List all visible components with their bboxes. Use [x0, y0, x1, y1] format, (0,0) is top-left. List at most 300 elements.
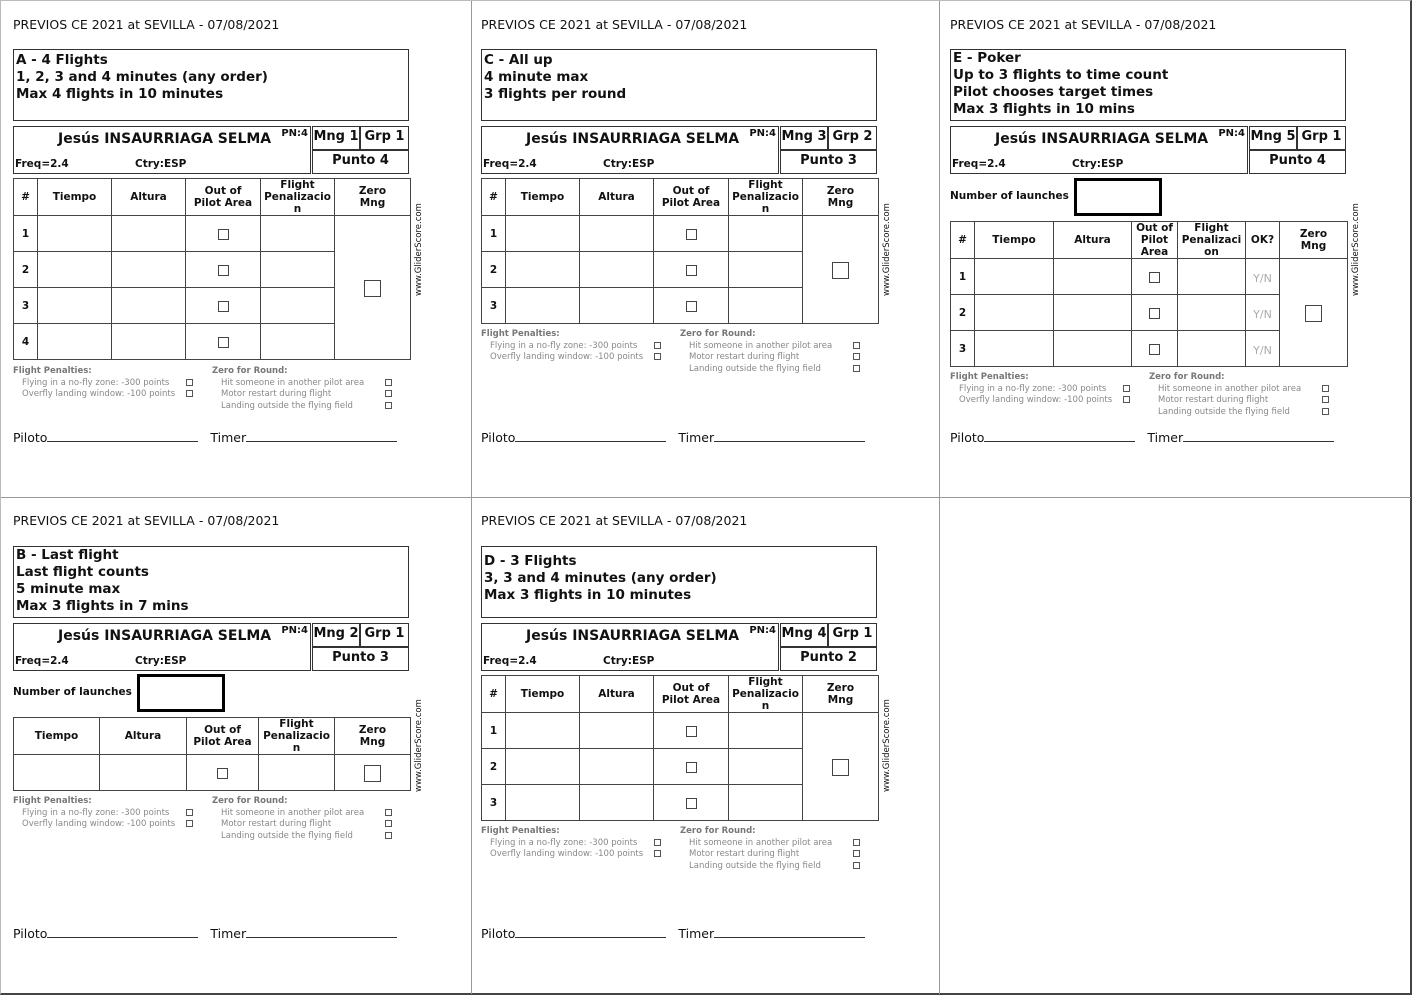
- col-zero-mng: [335, 179, 411, 216]
- zero-landing-checkbox[interactable]: [385, 832, 392, 839]
- number-of-launches-box[interactable]: [1074, 178, 1162, 216]
- pilot-number: PN:4: [1218, 128, 1245, 139]
- zero-hit: Hit someone in another pilot area: [221, 808, 365, 818]
- flight-penalties-title: Flight Penalties:: [950, 372, 1029, 382]
- piloto-label: Piloto: [481, 926, 516, 941]
- zero-landing: Landing outside the flying field: [1158, 407, 1290, 417]
- tiempo-cell[interactable]: [38, 288, 112, 324]
- frequency: Freq=2.4: [15, 158, 69, 170]
- penalty-no-fly: Flying in a no-fly zone: -300 points: [22, 378, 170, 388]
- out-of-area-checkbox[interactable]: [686, 798, 697, 809]
- zero-landing: Landing outside the flying field: [221, 831, 353, 841]
- penalty-no-fly-checkbox[interactable]: [654, 342, 661, 349]
- col-number: #: [14, 179, 38, 216]
- altura-cell[interactable]: [580, 713, 654, 749]
- out-of-area-checkbox[interactable]: [1149, 344, 1160, 355]
- frequency: Freq=2.4: [15, 655, 69, 667]
- tiempo-cell[interactable]: [506, 785, 580, 821]
- zero-for-round-title: Zero for Round:: [212, 366, 288, 376]
- task-line: Last flight counts: [16, 564, 149, 580]
- timer-label: Timer: [678, 430, 715, 445]
- out-of-area-checkbox[interactable]: [686, 229, 697, 240]
- col-flight-penalizacion: [261, 179, 335, 216]
- punto-label: Punto 4: [312, 150, 409, 174]
- piloto-signature-field[interactable]: [47, 925, 198, 938]
- event-header: PREVIOS CE 2021 at SEVILLA - 07/08/2021: [950, 17, 1217, 32]
- task-line: C - All up: [484, 52, 553, 68]
- piloto-label: Piloto: [13, 926, 48, 941]
- col-altura: Altura: [112, 179, 186, 216]
- header-text: Mng: [359, 736, 386, 748]
- zero-landing-checkbox[interactable]: [1322, 408, 1329, 415]
- flight-penalties-title: Flight Penalties:: [481, 329, 560, 339]
- punto-label: Punto 3: [312, 647, 409, 671]
- timer-signature-field[interactable]: [714, 429, 865, 442]
- zero-hit-checkbox[interactable]: [853, 839, 860, 846]
- penalty-no-fly: Flying in a no-fly zone: -300 points: [22, 808, 170, 818]
- tiempo-cell[interactable]: [506, 713, 580, 749]
- col-zero-mng: [803, 179, 879, 216]
- task-description: [950, 49, 1346, 121]
- penalty-no-fly-checkbox[interactable]: [186, 809, 193, 816]
- out-of-area-cell: [654, 713, 729, 749]
- pilot-box: [481, 623, 779, 671]
- penalty-no-fly-checkbox[interactable]: [654, 839, 661, 846]
- out-of-area-checkbox[interactable]: [218, 337, 229, 348]
- zero-mng-checkbox[interactable]: [364, 765, 381, 782]
- out-of-area-checkbox[interactable]: [217, 768, 228, 779]
- zero-mng-cell: [335, 755, 411, 791]
- penalty-overfly-checkbox[interactable]: [186, 390, 193, 397]
- frequency: Freq=2.4: [483, 655, 537, 667]
- penalties-section: [481, 826, 877, 874]
- header-text: Pilot Area: [193, 736, 252, 748]
- out-of-area-checkbox[interactable]: [686, 301, 697, 312]
- zero-mng-checkbox[interactable]: [832, 759, 849, 776]
- zero-motor-checkbox[interactable]: [385, 390, 392, 397]
- header-text: n: [761, 700, 770, 712]
- flight-table: [13, 717, 411, 791]
- zero-motor: Motor restart during flight: [1158, 395, 1269, 405]
- out-of-area-cell: [1132, 295, 1178, 331]
- signature-line: [481, 429, 865, 445]
- row-number: 3: [482, 785, 506, 821]
- penalty-no-fly: Flying in a no-fly zone: -300 points: [490, 341, 638, 351]
- altura-cell[interactable]: [112, 216, 186, 252]
- tiempo-cell[interactable]: [38, 216, 112, 252]
- punto-label: Punto 2: [780, 647, 877, 671]
- zero-hit: Hit someone in another pilot area: [689, 838, 833, 848]
- penalties-section: [481, 329, 877, 377]
- penalty-cell[interactable]: [261, 252, 335, 288]
- row-number: 4: [14, 324, 38, 360]
- task-line: 5 minute max: [16, 581, 121, 597]
- tiempo-cell[interactable]: [38, 324, 112, 360]
- penalty-cell[interactable]: [729, 216, 803, 252]
- signature-line: [13, 429, 397, 445]
- penalty-cell[interactable]: [261, 324, 335, 360]
- zero-landing: Landing outside the flying field: [689, 364, 821, 374]
- row-number: 2: [482, 749, 506, 785]
- altura-cell[interactable]: [580, 252, 654, 288]
- pilot-box: [481, 126, 779, 174]
- country: Ctry:ESP: [135, 158, 187, 170]
- penalty-cell[interactable]: [729, 713, 803, 749]
- manche-label: Mng 1: [312, 126, 360, 150]
- col-altura: Altura: [580, 179, 654, 216]
- task-line: B - Last flight: [16, 547, 119, 563]
- tiempo-cell[interactable]: [14, 755, 100, 791]
- country: Ctry:ESP: [135, 655, 187, 667]
- zero-landing: Landing outside the flying field: [689, 861, 821, 871]
- flight-table: [481, 178, 879, 324]
- col-out-of-pilot-area: [654, 676, 729, 713]
- altura-cell[interactable]: [1054, 259, 1132, 295]
- timer-label: Timer: [210, 926, 247, 941]
- flight-table: [950, 221, 1348, 367]
- col-out-of-pilot-area: [1132, 222, 1178, 259]
- zero-motor: Motor restart during flight: [689, 352, 800, 362]
- score-card-d: [481, 496, 892, 976]
- out-of-area-cell: [186, 324, 261, 360]
- out-of-area-cell: [654, 785, 729, 821]
- penalty-cell[interactable]: [261, 288, 335, 324]
- zero-hit-checkbox[interactable]: [1322, 385, 1329, 392]
- score-card-e: [950, 0, 1361, 480]
- altura-cell[interactable]: [100, 755, 187, 791]
- out-of-area-checkbox[interactable]: [1149, 272, 1160, 283]
- task-line: Up to 3 flights to time count: [953, 67, 1169, 83]
- timer-signature-field[interactable]: [246, 925, 397, 938]
- pilot-number: PN:4: [281, 128, 308, 139]
- task-line: D - 3 Flights: [484, 553, 577, 569]
- yes-no-label: Y/N: [1253, 344, 1272, 357]
- zero-motor-checkbox[interactable]: [385, 820, 392, 827]
- col-tiempo: Tiempo: [14, 718, 100, 755]
- task-line: 3, 3 and 4 minutes (any order): [484, 570, 717, 586]
- tiempo-cell[interactable]: [506, 252, 580, 288]
- signature-line: [13, 925, 397, 941]
- zero-mng-cell: [803, 713, 879, 821]
- altura-cell[interactable]: [112, 288, 186, 324]
- penalty-cell[interactable]: [729, 785, 803, 821]
- zero-hit-checkbox[interactable]: [385, 379, 392, 386]
- altura-cell[interactable]: [580, 288, 654, 324]
- header-text: Pilot: [1140, 234, 1169, 246]
- out-of-area-cell: [654, 288, 729, 324]
- score-card-a: [13, 0, 424, 480]
- zero-mng-checkbox[interactable]: [832, 262, 849, 279]
- out-of-area-checkbox[interactable]: [686, 265, 697, 276]
- penalty-overfly-checkbox[interactable]: [654, 353, 661, 360]
- zero-landing: Landing outside the flying field: [221, 401, 353, 411]
- pilot-name: Jesús INSAURRIAGA SELMA: [58, 131, 272, 147]
- header-text: Zero: [1299, 228, 1328, 240]
- col-tiempo: Tiempo: [975, 222, 1054, 259]
- row-number: 3: [14, 288, 38, 324]
- penalty-no-fly-checkbox[interactable]: [186, 379, 193, 386]
- pilot-name: Jesús INSAURRIAGA SELMA: [526, 628, 740, 644]
- watermark: www.GliderScore.com: [1351, 203, 1361, 296]
- country: Ctry:ESP: [1072, 158, 1124, 170]
- event-header: PREVIOS CE 2021 at SEVILLA - 07/08/2021: [481, 513, 748, 528]
- task-line: Max 3 flights in 10 minutes: [484, 587, 692, 603]
- penalty-overfly-checkbox[interactable]: [1123, 396, 1130, 403]
- zero-motor-checkbox[interactable]: [1322, 396, 1329, 403]
- task-description: [481, 546, 877, 618]
- zero-for-round-title: Zero for Round:: [212, 796, 288, 806]
- col-altura: Altura: [100, 718, 187, 755]
- manche-label: Mng 5: [1249, 126, 1297, 150]
- zero-mng-checkbox[interactable]: [364, 280, 381, 297]
- task-line: 4 minute max: [484, 69, 589, 85]
- tiempo-cell[interactable]: [975, 331, 1054, 367]
- zero-landing-checkbox[interactable]: [385, 402, 392, 409]
- piloto-label: Piloto: [481, 430, 516, 445]
- penalty-overfly: Overfly landing window: -100 points: [959, 395, 1113, 405]
- col-altura: Altura: [1054, 222, 1132, 259]
- altura-cell[interactable]: [1054, 331, 1132, 367]
- penalty-overfly: Overfly landing window: -100 points: [22, 389, 176, 399]
- zero-hit-checkbox[interactable]: [385, 809, 392, 816]
- header-text: Zero: [358, 724, 387, 736]
- header-text: n: [761, 203, 770, 215]
- altura-cell[interactable]: [580, 785, 654, 821]
- header-text: Out of: [1136, 222, 1173, 234]
- col-flight-penalizacion: [259, 718, 335, 755]
- header-text: n: [292, 742, 301, 754]
- header-text: Penalizacio: [263, 730, 330, 742]
- watermark: www.GliderScore.com: [882, 203, 892, 296]
- zero-mng-cell: [335, 216, 411, 360]
- watermark: www.GliderScore.com: [414, 699, 424, 792]
- zero-hit: Hit someone in another pilot area: [1158, 384, 1302, 394]
- zero-motor-checkbox[interactable]: [853, 353, 860, 360]
- task-line: E - Poker: [953, 50, 1021, 66]
- signature-line: [481, 925, 865, 941]
- altura-cell[interactable]: [1054, 295, 1132, 331]
- out-of-area-checkbox[interactable]: [218, 301, 229, 312]
- zero-landing-checkbox[interactable]: [853, 862, 860, 869]
- ok-cell[interactable]: [1246, 295, 1280, 331]
- zero-motor-checkbox[interactable]: [853, 850, 860, 857]
- country: Ctry:ESP: [603, 158, 655, 170]
- penalty-cell[interactable]: [259, 755, 335, 791]
- penalty-cell[interactable]: [1178, 295, 1246, 331]
- header-text: Pilot Area: [661, 197, 721, 209]
- penalty-overfly-checkbox[interactable]: [654, 850, 661, 857]
- watermark: www.GliderScore.com: [414, 203, 424, 296]
- zero-for-round-title: Zero for Round:: [1149, 372, 1225, 382]
- pilot-box: [13, 623, 311, 671]
- header-text: n: [293, 203, 302, 215]
- row-number: 1: [482, 713, 506, 749]
- header-text: Mng: [359, 197, 386, 209]
- altura-cell[interactable]: [580, 749, 654, 785]
- col-number: #: [951, 222, 975, 259]
- flight-penalties-title: Flight Penalties:: [13, 796, 92, 806]
- punto-label: Punto 3: [780, 150, 877, 174]
- task-line: Max 3 flights in 7 mins: [16, 598, 189, 614]
- header-text: Out of: [204, 185, 242, 197]
- header-text: Zero: [358, 185, 387, 197]
- header-text: Mng: [827, 197, 854, 209]
- zero-hit: Hit someone in another pilot area: [221, 378, 365, 388]
- zero-mng-cell: [1280, 259, 1348, 367]
- piloto-signature-field[interactable]: [515, 925, 666, 938]
- group-label: Grp 1: [360, 623, 409, 647]
- tiempo-cell[interactable]: [38, 252, 112, 288]
- penalty-no-fly: Flying in a no-fly zone: -300 points: [490, 838, 638, 848]
- col-zero-mng: [803, 676, 879, 713]
- group-label: Grp 2: [828, 126, 877, 150]
- piloto-signature-field[interactable]: [47, 429, 198, 442]
- header-text: Flight: [748, 179, 783, 191]
- timer-label: Timer: [678, 926, 715, 941]
- number-of-launches-label: Number of launches: [950, 190, 1069, 202]
- task-line: Max 3 flights in 10 mins: [953, 101, 1135, 117]
- pilot-number: PN:4: [281, 625, 308, 636]
- row-number: 3: [482, 288, 506, 324]
- col-out-of-pilot-area: [186, 179, 261, 216]
- header-text: Zero: [826, 185, 855, 197]
- penalty-cell[interactable]: [261, 216, 335, 252]
- penalty-overfly: Overfly landing window: -100 points: [22, 819, 176, 829]
- col-tiempo: Tiempo: [38, 179, 112, 216]
- header-text: Mng: [827, 694, 854, 706]
- row-number: 2: [482, 252, 506, 288]
- col-zero-mng: [1280, 222, 1348, 259]
- header-text: Flight: [279, 718, 314, 730]
- group-label: Grp 1: [1297, 126, 1346, 150]
- penalties-section: [950, 372, 1346, 420]
- zero-mng-checkbox[interactable]: [1305, 305, 1322, 322]
- penalty-cell[interactable]: [1178, 259, 1246, 295]
- punto-label: Punto 4: [1249, 150, 1346, 174]
- zero-mng-cell: [803, 216, 879, 324]
- header-text: Flight: [748, 676, 783, 688]
- penalty-no-fly: Flying in a no-fly zone: -300 points: [959, 384, 1107, 394]
- timer-signature-field[interactable]: [1183, 429, 1334, 442]
- frequency: Freq=2.4: [483, 158, 537, 170]
- number-of-launches-label: Number of launches: [13, 686, 132, 698]
- col-flight-penalizacion: [729, 676, 803, 713]
- row-number: 1: [951, 259, 975, 295]
- penalty-cell[interactable]: [729, 288, 803, 324]
- out-of-area-checkbox[interactable]: [218, 265, 229, 276]
- altura-cell[interactable]: [112, 252, 186, 288]
- out-of-area-cell: [187, 755, 259, 791]
- yes-no-label: Y/N: [1253, 308, 1272, 321]
- number-of-launches-box[interactable]: [137, 674, 225, 712]
- penalty-no-fly-checkbox[interactable]: [1123, 385, 1130, 392]
- timer-signature-field[interactable]: [714, 925, 865, 938]
- out-of-area-cell: [654, 252, 729, 288]
- tiempo-cell[interactable]: [506, 216, 580, 252]
- task-line: Max 4 flights in 10 minutes: [16, 86, 224, 102]
- header-text: Penalizacio: [264, 191, 331, 203]
- out-of-area-checkbox[interactable]: [686, 762, 697, 773]
- col-number: #: [482, 676, 506, 713]
- ok-cell[interactable]: [1246, 259, 1280, 295]
- tiempo-cell[interactable]: [506, 749, 580, 785]
- manche-label: Mng 2: [312, 623, 360, 647]
- piloto-signature-field[interactable]: [515, 429, 666, 442]
- pilot-name: Jesús INSAURRIAGA SELMA: [58, 628, 272, 644]
- zero-hit: Hit someone in another pilot area: [689, 341, 833, 351]
- signature-line: [950, 429, 1334, 445]
- penalty-cell[interactable]: [729, 252, 803, 288]
- zero-landing-checkbox[interactable]: [853, 365, 860, 372]
- penalty-overfly: Overfly landing window: -100 points: [490, 849, 644, 859]
- event-header: PREVIOS CE 2021 at SEVILLA - 07/08/2021: [13, 513, 280, 528]
- group-label: Grp 1: [828, 623, 877, 647]
- altura-cell[interactable]: [580, 216, 654, 252]
- flight-penalties-title: Flight Penalties:: [13, 366, 92, 376]
- zero-motor: Motor restart during flight: [221, 819, 332, 829]
- out-of-area-cell: [654, 749, 729, 785]
- row-number: 1: [482, 216, 506, 252]
- yes-no-label: Y/N: [1253, 272, 1272, 285]
- header-text: Pilot Area: [193, 197, 253, 209]
- zero-hit-checkbox[interactable]: [853, 342, 860, 349]
- header-text: Penalizacio: [732, 688, 799, 700]
- penalties-section: [13, 366, 409, 414]
- score-card-c: [481, 0, 892, 480]
- out-of-area-cell: [186, 252, 261, 288]
- row-number: 1: [14, 216, 38, 252]
- out-of-area-cell: [654, 216, 729, 252]
- out-of-area-checkbox[interactable]: [1149, 308, 1160, 319]
- flight-table: [481, 675, 879, 821]
- tiempo-cell[interactable]: [975, 259, 1054, 295]
- task-description: [481, 49, 877, 121]
- header-text: Area: [1140, 246, 1169, 258]
- col-out-of-pilot-area: [654, 179, 729, 216]
- penalty-overfly-checkbox[interactable]: [186, 820, 193, 827]
- event-header: PREVIOS CE 2021 at SEVILLA - 07/08/2021: [481, 17, 748, 32]
- ok-cell[interactable]: [1246, 331, 1280, 367]
- tiempo-cell[interactable]: [975, 295, 1054, 331]
- pilot-name: Jesús INSAURRIAGA SELMA: [526, 131, 740, 147]
- penalty-cell[interactable]: [729, 749, 803, 785]
- piloto-label: Piloto: [13, 430, 48, 445]
- header-text: Penalizaci: [1181, 234, 1242, 246]
- penalty-cell[interactable]: [1178, 331, 1246, 367]
- row-number: 2: [951, 295, 975, 331]
- tiempo-cell[interactable]: [506, 288, 580, 324]
- task-line: A - 4 Flights: [16, 52, 108, 68]
- header-text: Pilot Area: [661, 694, 721, 706]
- header-text: Penalizacio: [732, 191, 799, 203]
- header-text: Flight: [280, 179, 315, 191]
- task-description: [13, 49, 409, 121]
- flight-table: [13, 178, 411, 360]
- piloto-label: Piloto: [950, 430, 985, 445]
- zero-motor: Motor restart during flight: [689, 849, 800, 859]
- out-of-area-cell: [1132, 259, 1178, 295]
- piloto-signature-field[interactable]: [984, 429, 1135, 442]
- out-of-area-checkbox[interactable]: [218, 229, 229, 240]
- timer-signature-field[interactable]: [246, 429, 397, 442]
- flight-penalties-title: Flight Penalties:: [481, 826, 560, 836]
- timer-label: Timer: [210, 430, 247, 445]
- manche-label: Mng 3: [780, 126, 828, 150]
- manche-label: Mng 4: [780, 623, 828, 647]
- altura-cell[interactable]: [112, 324, 186, 360]
- out-of-area-checkbox[interactable]: [686, 726, 697, 737]
- col-flight-penalizacion: [729, 179, 803, 216]
